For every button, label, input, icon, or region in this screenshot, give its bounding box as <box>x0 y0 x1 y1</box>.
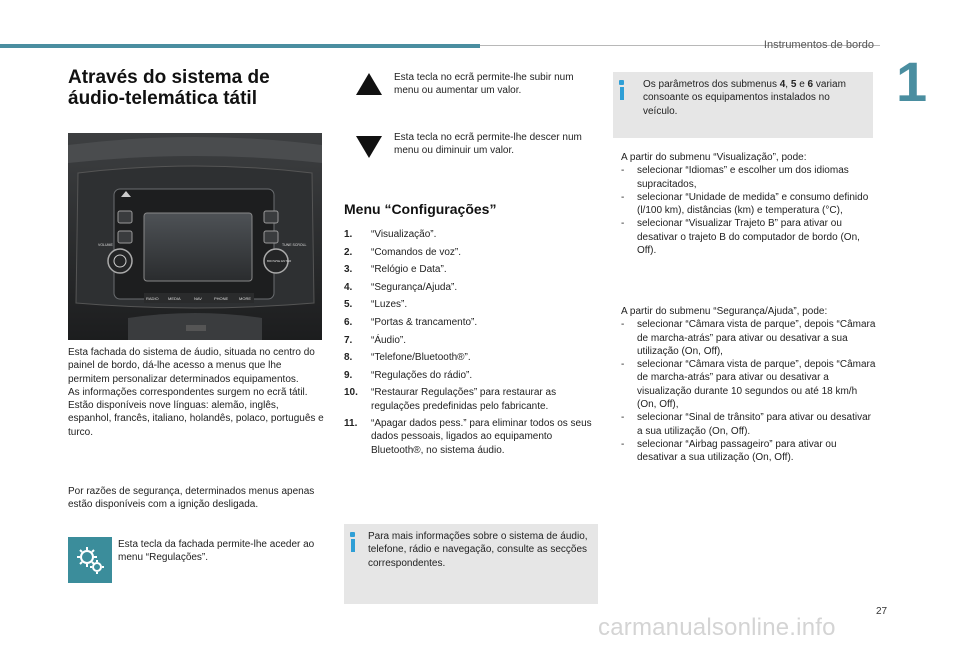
intro-text-1: Esta fachada do sistema de áudio, situada no centro do painel de bordo, dá-lhe acesso a menus que lhe permitem personalizar determinados equipamentos. <box>68 347 315 385</box>
info-note-text: Para mais informações sobre o sistema de áudio, telefone, rádio e navegação, consulte as secções correspondentes. <box>368 531 588 569</box>
info-icon <box>619 80 625 100</box>
list-item: 3. “Relógio e Data”. <box>344 264 447 276</box>
info-note-submenus <box>613 72 873 138</box>
list-item: 9. “Regulações do rádio”. <box>344 369 473 381</box>
header-section-title: Instrumentos de bordo <box>763 39 874 51</box>
arrow-down-icon <box>356 136 382 158</box>
chapter-number: 1 <box>896 50 928 113</box>
list-item: - selecionar “Unidade de medida” e consumo definido (l/100 km), distâncias (km) e temperatura (°C), <box>621 191 869 217</box>
list-item: 7. “Áudio”. <box>344 334 407 346</box>
list-item: - selecionar “Câmara vista de parque”, depois “Câmara de marcha-atrás” para ativar ou desativar a visualização durante 10 segundos ou até 18 km/h (On, Off), <box>621 359 876 411</box>
list-item: 8. “Telefone/Bluetooth®”. <box>344 352 471 364</box>
display-submenu-intro: A partir do submenu “Visualização”, pode: <box>621 152 807 163</box>
photo-browse-label: BROWSE ENTER <box>267 259 292 263</box>
safety-paragraph: Por razões de segurança, determinados menus apenas estão disponíveis com a ignição desligada. <box>68 486 315 511</box>
header-accent-bar <box>0 44 480 48</box>
list-item: - selecionar “Sinal de trânsito” para ativar ou desativar a sua utilização (On, Off). <box>621 412 872 437</box>
list-item: 4. “Segurança/Ajuda”. <box>344 281 458 293</box>
page-title: Através do sistema de áudio-telemática tátil <box>68 67 270 109</box>
intro-paragraph <box>68 346 324 439</box>
info-note-submenus-text: Os parâmetros dos submenus 4, 5 e 6 variam consoante os equipamentos instalados no veículo. <box>643 79 846 117</box>
list-item: 11. “Apagar dados pess.” para eliminar todos os seus dados pessoais, ligados ao equipamento Bluetooth®, no sistema áudio. <box>344 418 592 456</box>
list-item: 5. “Luzes”. <box>344 299 408 311</box>
up-key-row <box>356 73 382 95</box>
display-submenu-block <box>621 151 876 257</box>
intro-text-3: Estão disponíveis nove línguas: alemão, inglês, espanhol, francês, italiano, holandês, polaco, português e turco. <box>68 400 324 438</box>
photo-button-nav: NAV <box>194 296 202 301</box>
configurations-menu-list <box>344 228 594 461</box>
up-key-description: Esta tecla no ecrã permite-lhe subir num menu ou aumentar um valor. <box>394 72 574 97</box>
arrow-up-icon <box>356 73 382 95</box>
safety-submenu-intro: A partir do submenu “Segurança/Ajuda”, pode: <box>621 306 828 317</box>
configurations-menu-title: Menu “Configurações” <box>344 201 497 217</box>
watermark: carmanualsonline.info <box>598 614 836 641</box>
list-item: 1. “Visualização”. <box>344 229 437 240</box>
info-icon <box>350 532 356 552</box>
list-item: 2. “Comandos de voz”. <box>344 246 462 258</box>
down-key-description: Esta tecla no ecrã permite-lhe descer num menu ou diminuir um valor. <box>394 132 582 157</box>
settings-key-icon <box>68 537 112 583</box>
list-item: - selecionar “Airbag passageiro” para ativar ou desativar a sua utilização (On, Off). <box>621 438 837 464</box>
photo-tune-label: TUNE SCROLL <box>282 243 307 247</box>
list-item: 6. “Portas & trancamento”. <box>344 316 478 328</box>
list-item: - selecionar “Câmara vista de parque”, depois “Câmara de marcha-atrás” para ativar ou desativar a sua utilização (On, Off), <box>621 319 876 357</box>
settings-key-description: Esta tecla da fachada permite-lhe aceder ao menu “Regulações”. <box>118 539 315 564</box>
list-item: 10. “Restaurar Regulações” para restaurar as regulações predefinidas pelo fabricante. <box>344 387 557 412</box>
page-number: 27 <box>876 606 888 617</box>
audio-panel-photo <box>68 133 322 340</box>
list-item: - selecionar “Visualizar Trajeto B” para ativar ou desativar o trajeto B do computador de bordo (On, Off). <box>621 218 860 257</box>
photo-button-radio: RADIO <box>146 296 159 301</box>
safety-submenu-block <box>621 305 876 465</box>
list-item: - selecionar “Idiomas” e escolher um dos idiomas supracitados, <box>621 165 849 190</box>
info-note-audio <box>344 524 598 604</box>
photo-button-phone: PHONE <box>214 296 229 301</box>
intro-text-2: As informações correspondentes surgem no ecrã tátil. <box>68 386 308 398</box>
photo-volume-label: VOLUME <box>98 243 113 247</box>
photo-button-media: MEDIA <box>168 296 181 301</box>
down-key-row <box>356 136 382 158</box>
photo-button-more: MORE <box>239 296 251 301</box>
